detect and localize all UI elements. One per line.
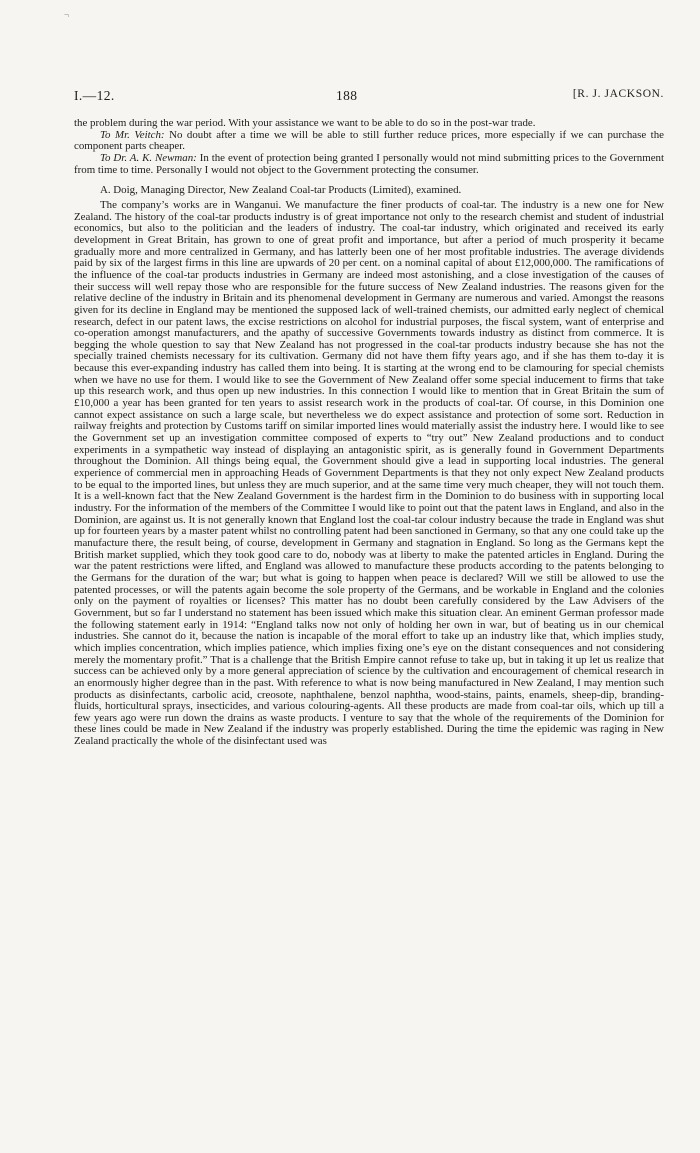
page-header — [74, 88, 664, 108]
witness-heading: A. Doig, Managing Director, New Zealand Coal-tar Products (Limited), examined. — [100, 184, 462, 197]
document-page — [74, 0, 664, 1153]
paragraph-testimony: The company’s works are in Wanganui. We manufacture the finer products of coal-tar. The industry is a new one for New Zealand. The history of the coal-tar products industry is of great importance not only to the research chemist and student of industrial economics, but also to the politician and the leaders of industry. The coal-tar industry, which originated and received its early development in Great Britain, has grown to one of great profit and importance, but after a period of much prosperity it became gradually more and more centralized in Germany, and has latterly been one of her most profitable industries. The average dividends paid by six of the largest firms in this line are upwards of 20 per cent. on a nominal capital of about £12,000,000. The ramifications of the influence of the coal-tar products industries in Germany are indeed most astonishing, and a close investigation of the causes of their success will well repay those who are responsible for the future success of New Zealand industries. The reasons given for the relative decline of the industry in Britain and its phenomenal development in Germany are numerous and varied. Amongst the reasons given for its decline in England may be mentioned the supposed lack of well-trained chemists, our admitted early neglect of chemical research, defect in our patent laws, the excise restrictions on alcohol for industrial purposes, the fiscal system, want of enterprise and co-operation amongst manufacturers, and the apathy of successive Governments towards industry as distinct from commerce. It is begging the whole question to say that New Zealand has not progressed in the coal-tar products industry because she has not the specially trained chemists necessary for its cultivation. Germany did not have them fifty years ago, and if she has them to-day it is because this ever-expanding industry has called them into being. It is starting at the wrong end to be clamouring for special chemists when we have no use for them. I would like to see the Government of New Zealand offer some special inducement to firms that take up this research work, and thus open up new industries. In this connection I would like to mention that in Great Britain the sum of £10,000 a year has been granted for ten years to assist research work in the products of coal-tar. Of course, in this Dominion one cannot expect assistance on such a large scale, but nevertheless we do expect assistance and protection of some sort. Reduction in railway freights and protection by Customs tariff on similar imported lines would materially assist the industry here. I would like to see the Government set up an investigation committee composed of experts to “try out” New Zealand productions and to conduct experiments in a sympathetic way instead of displaying an antagonistic spirit, as is generally found in Government Departments throughout the Dominion. All things being equal, the Government should give a lead in supporting local industries. The general experience of commercial men in approaching Heads of Government Departments is that they not only expect New Zealand products to be equal to the imported lines, but unless they are much superior, and at the same time very much cheaper, they will not touch them. It is a well-known fact that the New Zealand Government is the hardest firm in the Dominion to do business with in supporting local industry. For the information of the members of the Committee I would like to point out that the patent laws in England, and also in the Dominion, are against us. It is not generally known that England lost the coal-tar colour industry because the trade in England was shut up for fourteen years by a master patent whilst no controlling patent had been sanctioned in Germany, so that any one could take up the manufacture there, the result being, of course, development in Germany and stagnation in England. So long as the Germans kept the British market supplied, which they took good care to do, nobody was at liberty to make the patented articles in England. During the war the patent restrictions were lifted, and England was allowed to manufacture these products according to the patents belonging to the Germans for the duration of the war; but what is going to happen when peace is declared? Will we still be allowed to use the patented processes, or will the patents again become the sole property of the Germans, and be workable in England and the colonies only on the payment of royalties or licenses? This matter has no doubt been carefully considered by the Law Advisers of the Government, but so far I understand no statement has been issued which make this situation clear. An eminent German professor made the following statement early in 1914: “England talks now not only of holding her own in war, but of beating us in our chemical industries. She cannot do it, because the nation is incapable of the moral effort to take up an industry like that, which implies study, which implies concentration, which implies patience, which implies fixing one’s eye on the distant consequences and not considering merely the momentary profit.” That is a challenge that the British Empire cannot refuse to take up, but in taking it up let us realize that success can be achieved only by a more general appreciation of science by the cultivation and encouragement of chemical research in an enormously higher degree than in the past. With reference to what is now being manufactured in New Zealand, I may mention such products as disinfectants, carbolic acid, creosote, naphthalene, benzol naphtha, wood-stains, paints, enamels, sheep-dip, branding-fluids, horticultural sprays, insecticides, and various colouring-agents. All these products are made from coal-tar oils, which up till a few years ago were run down the drains as waste products. I venture to say that the whole of the requirements of the Dominion for these lines could be made in New Zealand if the industry was properly established. During the time the epidemic was raging in New Zealand practically the whole of the disinfectant used was — [74, 198, 664, 748]
paragraph-text: In the event of protection being granted I personally would not mind submitting prices to the Government from time to time. Personally I would not object to the Government protecting the consumer. — [74, 151, 665, 176]
paragraph-continuation: the problem during the war period. With your assistance we want to be able to do so in the post-war trade. — [74, 117, 536, 129]
paragraph-newman — [74, 153, 664, 176]
document-body — [74, 118, 664, 748]
speaker-label: To Mr. Veitch: — [100, 128, 165, 141]
paragraph-veitch — [74, 130, 664, 153]
paragraph-text: No doubt after a time we will be able to still further reduce prices, more especially if we can purchase the component parts cheaper. — [74, 128, 664, 153]
margin-mark: ¬ — [64, 10, 70, 20]
speaker-label: To Dr. A. K. Newman: — [100, 151, 197, 164]
section-ref: I.—12. — [74, 88, 115, 103]
witness-ref: [R. J. JACKSON. — [572, 88, 664, 100]
page-number: 188 — [336, 88, 358, 103]
